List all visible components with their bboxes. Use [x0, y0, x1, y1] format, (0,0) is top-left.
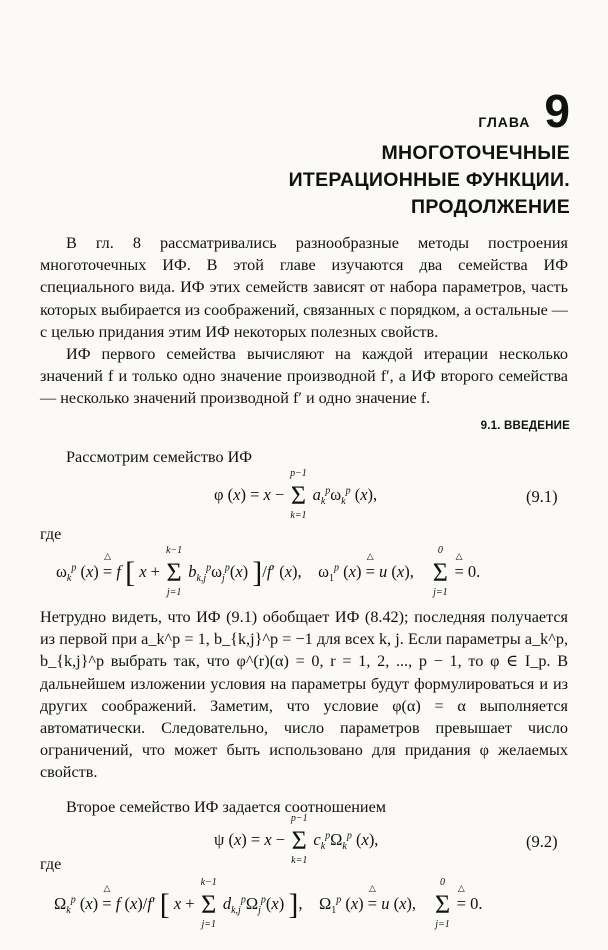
paragraph-generalization: Нетрудно видеть, что ИФ (9.1) обобщает ИФ (8.42); последняя получается из первой при a_k^p = 1, b_{k,j}^p = −1 для всех k, j. Если параметры a_k^p, b_{k,j}^p выбрать так, что φ^(r)(α) = 0, r = 1, 2, ..., p − 1, то φ ∈ I_p. В дальнейшем изложении условия на параметры будут формулироваться и из других соображений. Заметим, что условие φ(α) = α выполняется автоматически. Следовательно, число параметров превышает число ограничений, что может быть использовано для придания φ желаемых свойств. — [40, 608, 568, 782]
where-label-1: где — [40, 525, 62, 543]
definition-omega: $\omega_k^p$ (x) △ = f [ x + k−1 Σ j=1 $b_{k,j}^p\omega_j^p(x)$ ]/f′ (x), $\omega_1^p$ (x) △ = u (x), 0 Σ j=1 △ = 0. — [56, 556, 480, 590]
intro-text — [40, 232, 568, 410]
equation-9-1: φ (x) = x − p−1 Σ k=1 $a_k^p\omega_k^p$ (x), — [214, 468, 378, 521]
consider-text — [40, 446, 568, 468]
chapter-label: ГЛАВА — [478, 114, 531, 130]
equation-number-9-2: (9.2) — [526, 832, 558, 851]
intro-paragraph-1: В гл. 8 рассматривались разнообразные методы построения многоточечных ИФ. В этой главе изучаются два семейства ИФ специального вида. ИФ этих семейств зависят от набора параметров, часть которых выбирается из соображений, связанных с порядком, а остальные — с целью придания этим ИФ некоторых полезных свойств. — [40, 234, 568, 341]
body-paragraph-mid — [40, 606, 568, 784]
equation-number-9-1: (9.1) — [526, 487, 558, 506]
consider-line: Рассмотрим семейство ИФ — [66, 448, 253, 466]
definition-Omega: $\Omega_k^p$ (x) △ = f (x)/f′ [ x + k−1 Σ j=1 $d_{k,j}^p\Omega_j^p(x)$ ], $\Omega_1^p$ (x) △ = u (x), 0 Σ j=1 △ = 0. — [54, 888, 482, 922]
chapter-title-line: ПРОДОЛЖЕНИЕ — [411, 196, 570, 218]
chapter-title — [210, 140, 570, 221]
chapter-title-line: МНОГОТОЧЕЧНЫЕ — [381, 142, 570, 164]
second-family-line: Второе семейство ИФ задается соотношением — [66, 798, 387, 816]
chapter-heading — [478, 85, 570, 137]
section-heading: 9.1. ВВЕДЕНИЕ — [480, 420, 570, 432]
chapter-number: 9 — [544, 85, 570, 137]
chapter-title-line: ИТЕРАЦИОННЫЕ ФУНКЦИИ. — [288, 169, 570, 191]
equation-9-2: ψ (x) = x − p−1 Σ k=1 $c_k^p\Omega_k^p$ (x), — [214, 813, 379, 866]
intro-paragraph-2: ИФ первого семейства вычисляют на каждой итерации несколько значений f и только одно значение производной f′, а ИФ второго семейства — несколько значений производной f′ и одно значение f. — [40, 345, 568, 408]
where-label-2: где — [40, 855, 62, 873]
